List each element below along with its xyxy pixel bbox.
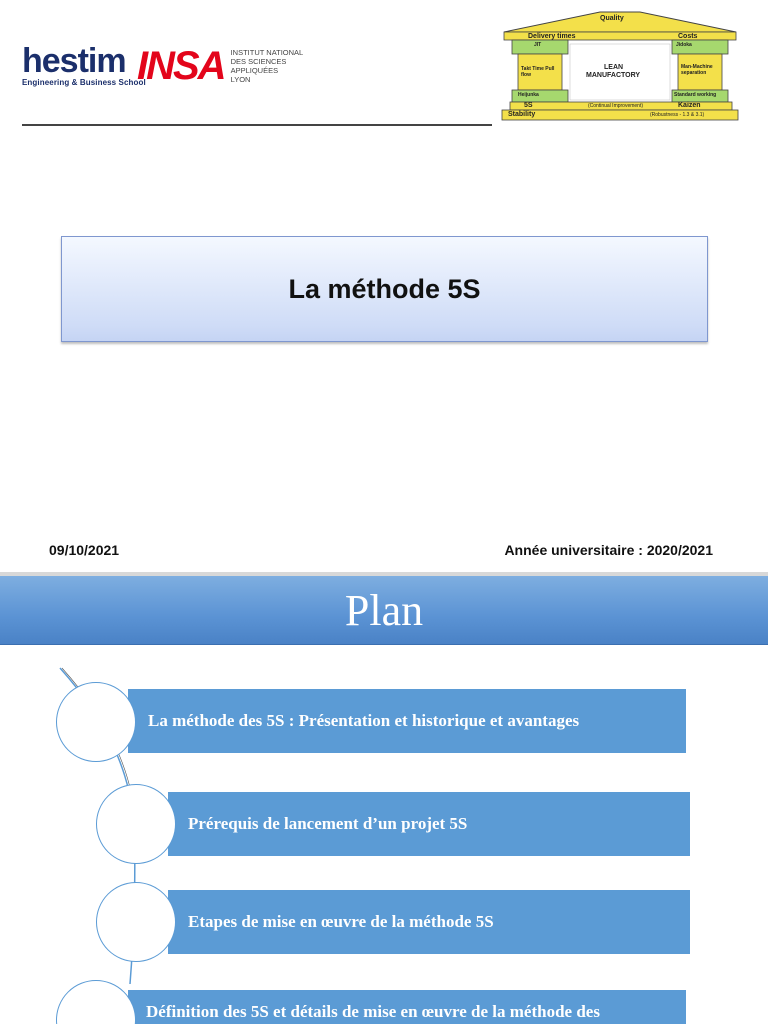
house-foundation-label: Stability [508,111,536,118]
house-right-pillar-label: Standard working [674,92,717,98]
hestim-logo [22,44,146,87]
insa-line: APPLIQUÉES [230,66,279,75]
house-base-left-label: 5S [524,102,533,109]
house-center-line: LEAN [604,64,624,71]
plan-item-2-bullet [96,784,176,864]
house-center-line: MANUFACTORY [586,72,641,79]
house-foundation-note: (Robustness - 1.3 & 3.1) [650,112,705,118]
plan-item-label: La méthode des 5S : Présentation et historique et avantages [148,711,580,730]
house-base-right-label: Kaizen [678,102,701,109]
plan-item-1 [128,689,686,753]
plan-item-label: Définition des 5S et détails de mise en œuvre de la méthode des [146,1002,600,1021]
insa-logo-name: INSA [137,44,225,88]
slide-date: 09/10/2021 [49,542,120,558]
plan-item-label: Prérequis de lancement d’un projet 5S [188,814,468,833]
house-left-pillar-label: Takt Time Pull flow [521,66,555,78]
insa-logo [137,46,303,86]
house-base-mid-label: (Continual Improvement) [588,103,644,109]
academic-year: Année universitaire : 2020/2021 [504,542,713,558]
house-beam-left-label: Delivery times [528,33,576,40]
plan-item-2 [168,792,690,856]
house-roof-label: Quality [600,15,624,22]
plan-item-3-bullet [96,882,176,962]
insa-line: INSTITUT NATIONAL [230,48,304,57]
house-right-pillar-label: Jidoka [676,42,692,48]
plan-item-4 [128,990,686,1024]
slide-title: La méthode 5S [288,273,481,304]
hestim-logo-name: hestim [22,42,126,80]
plan-slide [0,576,768,1024]
plan-header [0,576,768,645]
insa-line: LYON [230,75,251,84]
house-left-pillar-label: JIT [534,42,542,48]
house-right-pillar-label: Man-Machine separation [681,64,713,76]
title-box [61,236,708,342]
house-beam-right-label: Costs [678,33,698,40]
header-divider [22,124,492,126]
hestim-logo-subtitle: Engineering & Business School [22,78,146,87]
plan-item-3 [168,890,690,954]
plan-item-label: Etapes de mise en œuvre de la méthode 5S [188,912,494,931]
insa-line: DES SCIENCES [230,57,287,66]
plan-item-1-bullet [56,682,136,762]
insa-logo-text [231,46,304,84]
plan-title: Plan [344,585,424,635]
lean-house-diagram [500,10,740,124]
house-left-pillar-label: Heijunka [518,92,539,98]
